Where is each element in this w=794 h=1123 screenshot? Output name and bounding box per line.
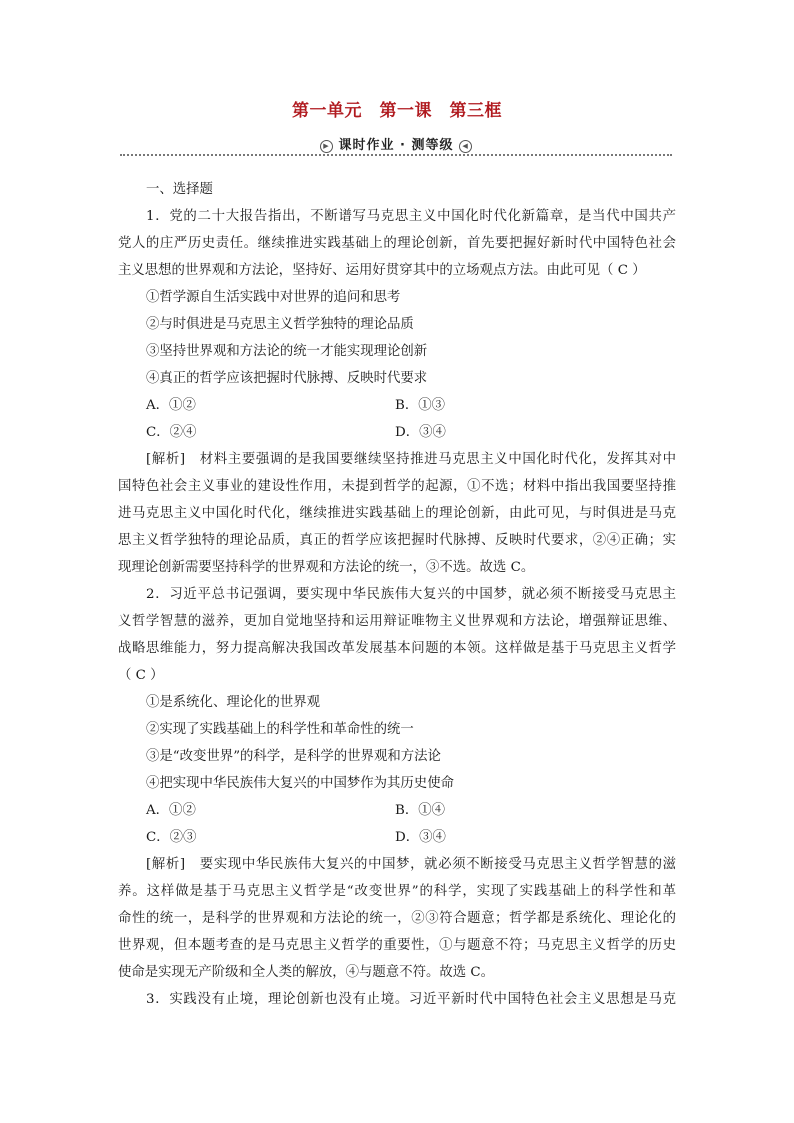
statement: ④真正的哲学应该把握时代脉搏、反映时代要求 (146, 371, 428, 386)
option-d: D．③④ (395, 425, 446, 440)
section-banner (120, 134, 672, 158)
analysis-line: [解析] 材料主要强调的是我国要继续坚持推进马克思主义中国化时代化，发挥其对中 (146, 452, 676, 467)
option-row (118, 392, 676, 419)
statement: ①是系统化、理论化的世界观 (146, 695, 321, 710)
statement: ③坚持世界观和方法论的统一才能实现理论创新 (146, 344, 428, 359)
analysis-line: 国特色社会主义事业的建设性作用，未提到哲学的起源，①不选；材料中指出我国要坚持推 (118, 479, 676, 494)
option-row (118, 419, 676, 446)
question-stem-line: 党人的庄严历史责任。继续推进实践基础上的理论创新，首先要把握好新时代中国特色社会 (118, 236, 676, 251)
statement: ②与时俱进是马克思主义哲学独特的理论品质 (146, 317, 414, 332)
statement: ②实现了实践基础上的科学性和革命性的统一 (146, 722, 414, 737)
option-c: C．②③ (146, 830, 197, 845)
analysis-line: 世界观，但本题考查的是马克思主义哲学的重要性，①与题意不符；马克思主义哲学的历史 (118, 938, 676, 953)
option-b: B．①③ (395, 398, 446, 413)
question-stem-line: 3．实践没有止境，理论创新也没有止境。习近平新时代中国特色社会主义思想是马克 (146, 992, 676, 1007)
analysis-line: 使命是实现无产阶级和全人类的解放，④与题意不符。故选 C。 (118, 965, 495, 980)
option-d: D．③④ (395, 830, 446, 845)
page-title: 第一单元 第一课 第三框 (292, 101, 502, 121)
document-body (118, 176, 676, 1013)
option-a: A．①② (146, 803, 196, 818)
question-stem-line: 主义思想的世界观和方法论，坚持好、运用好贯穿其中的立场观点方法。由此可见（ C ） (118, 263, 646, 278)
option-a: A．①② (146, 398, 196, 413)
option-b: B．①④ (395, 803, 446, 818)
question-stem-line: （ C ） (118, 668, 164, 683)
analysis-line: 现理论创新需要坚持科学的世界观和方法论的统一，③不选。故选 C。 (118, 560, 535, 575)
statement: ①哲学源自生活实践中对世界的追问和思考 (146, 290, 401, 305)
banner-label (120, 134, 672, 153)
option-c: C．②④ (146, 425, 197, 440)
statement: ③是“改变世界”的科学，是科学的世界观和方法论 (146, 749, 441, 764)
analysis-line: 养。这样做是基于马克思主义哲学是“改变世界”的科学，实现了实践基础上的科学性和革 (118, 884, 676, 899)
statement: ④把实现中华民族伟大复兴的中国梦作为其历史使命 (146, 776, 454, 791)
question-stem-line: 1．党的二十大报告指出，不断谱写马克思主义中国化时代化新篇章，是当代中国共产 (146, 209, 676, 224)
question-2 (118, 581, 676, 986)
question-3 (118, 986, 676, 1013)
arrow-left-icon: ◀ (459, 140, 472, 153)
option-row (118, 824, 676, 851)
question-1 (118, 203, 676, 581)
question-stem-line: 2．习近平总书记强调，要实现中华民族伟大复兴的中国梦，就必须不断接受马克思主 (146, 587, 676, 602)
section-heading: 一、选择题 (146, 182, 213, 197)
option-row (118, 797, 676, 824)
analysis-line: 命性的统一，是科学的世界观和方法论的统一，②③符合题意；哲学都是系统化、理论化的 (118, 911, 676, 926)
analysis-line: [解析] 要实现中华民族伟大复兴的中国梦，就必须不断接受马克思主义哲学智慧的滋 (146, 857, 676, 872)
analysis-line: 思主义哲学独特的理论品质，真正的哲学应该把握时代脉搏、反映时代要求，②④正确；实 (118, 533, 676, 548)
dotted-rule (120, 154, 672, 156)
analysis-line: 进马克思主义中国化时代化，继续推进实践基础上的理论创新，由此可见，与时俱进是马克 (118, 506, 676, 521)
banner-text: 课时作业 · 测等级 (338, 138, 454, 153)
question-stem-line: 战略思维能力，努力提高解决我国改革发展基本问题的本领。这样做是基于马克思主义哲学 (118, 641, 676, 656)
arrow-right-icon: ▶ (320, 140, 333, 153)
question-stem-line: 义哲学智慧的滋养，更加自觉地坚持和运用辩证唯物主义世界观和方法论，增强辩证思维、 (118, 614, 676, 629)
